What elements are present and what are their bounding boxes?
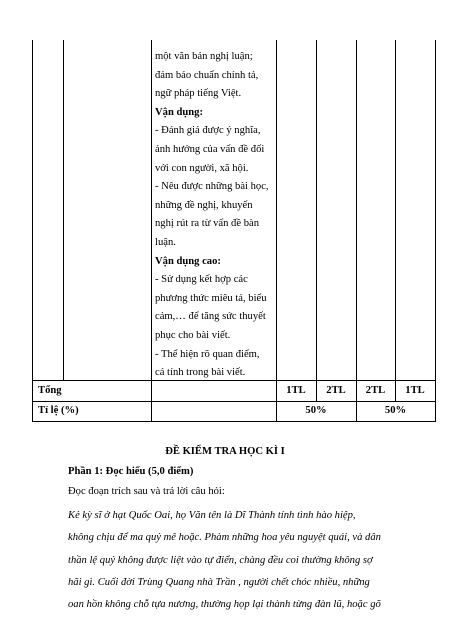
passage-line: thần lệ quỷ không được liệt vào tự điển, chàng đều coi thường không sợ <box>68 554 373 566</box>
passage-line: hãi gì. Cuối đời Trùng Quang nhà Trần , người chết chóc nhiều, những <box>68 576 370 588</box>
table-column-divider <box>151 40 152 422</box>
table-column-divider <box>316 40 317 402</box>
total-value: 2TL <box>365 385 386 396</box>
cell-text-line: - Thể hiện rõ quan điểm, <box>155 348 260 360</box>
cell-text-line: - Sử dụng kết hợp các <box>155 274 248 286</box>
skill-description-cell <box>155 48 271 383</box>
cell-text-line: phương thức miêu tả, biểu <box>155 292 267 304</box>
ratio-value: 50% <box>305 405 327 416</box>
passage-line: không chịu để ma quỷ mê hoặc. Phàm những hoa yêu nguyệt quái, và dân <box>68 532 381 544</box>
cell-text-line: ngữ pháp tiếng Việt. <box>155 88 242 100</box>
ratio-value: 50% <box>384 405 407 416</box>
table-border-right <box>435 40 436 422</box>
cell-text-line: với con người, xã hội. <box>155 162 249 174</box>
cell-text-line: cá tính trong bài viết. <box>155 367 246 379</box>
cell-text-line: phục cho bài viết. <box>155 329 231 341</box>
cell-text-line: - Nêu được những bài học, <box>155 181 269 193</box>
exam-title: ĐỀ KIỂM TRA HỌC KÌ I <box>165 446 285 457</box>
ratio-row-label: Tỉ lệ (%) <box>38 405 79 416</box>
cell-text-line: cảm,… để tăng sức thuyết <box>155 311 266 323</box>
total-value: 1TL <box>286 385 306 396</box>
cell-text-line: những đề nghị, khuyến <box>155 199 253 211</box>
reading-passage <box>68 505 414 616</box>
cell-section-heading: Vận dụng cao: <box>155 255 221 267</box>
table-column-divider <box>395 40 396 402</box>
cell-text-line: một văn bản nghị luận; <box>155 51 253 62</box>
table-border-bottom <box>32 421 436 422</box>
cell-text-line: nghị rút ra từ vấn đề bàn <box>155 218 259 230</box>
table-column-divider <box>276 40 277 422</box>
cell-text-line: đảm bảo chuẩn chính tả, <box>155 69 259 81</box>
part-heading: Phần 1: Đọc hiểu (5,0 điểm) <box>68 466 194 477</box>
cell-text-line: ảnh hưởng của vấn đề đối <box>155 143 265 155</box>
table-column-divider <box>356 40 357 422</box>
table-border-left <box>32 40 33 422</box>
cell-section-heading: Vận dụng: <box>155 106 203 118</box>
total-row-label: Tổng <box>38 385 62 396</box>
cell-text-line: - Đánh giá được ý nghĩa, <box>155 125 261 137</box>
total-value: 1TL <box>405 385 425 396</box>
total-value: 2TL <box>326 385 346 396</box>
passage-line: Kẻ kỳ sĩ ở hạt Quốc Oai, họ Văn tên là Dĩ Thành tính tình hào hiệp, <box>68 510 356 521</box>
table-row-divider <box>32 401 436 402</box>
passage-line: oan hồn không chỗ tựa nương, thường họp lại thành từng đàn lũ, hoặc gõ <box>68 599 381 611</box>
instruction-text: Đọc đoạn trích sau và trả lời câu hỏi: <box>68 486 225 497</box>
table-column-divider <box>63 40 64 380</box>
cell-text-line: luận. <box>155 236 176 248</box>
